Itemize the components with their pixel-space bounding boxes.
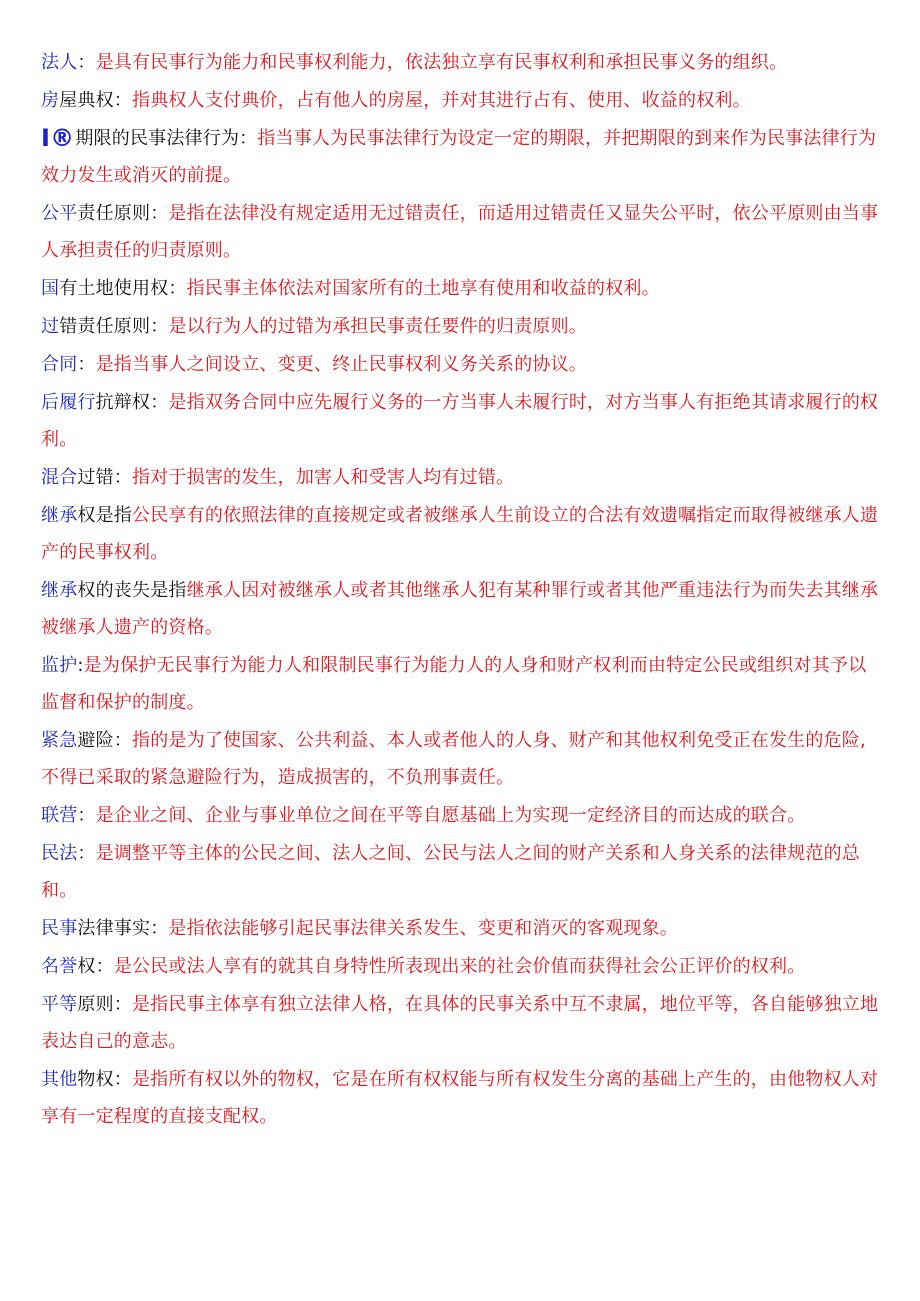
term-highlight: 联营 (41, 805, 78, 826)
term-highlight: 混合 (41, 467, 78, 488)
term-name: 权的丧失是指 (77, 580, 187, 601)
term-definition: 是指双务合同中应先履行义务的一方当事人未履行时，对方当事人有拒绝其请求履行的权利。 (41, 392, 879, 450)
term-highlight: 后履行 (41, 392, 96, 413)
term-definition: 是指民事主体享有独立法律人格，在具体的民事关系中互不隶属，地位平等，各自能够独立地表达自己的意志。 (41, 994, 879, 1052)
term-highlight: 民事 (41, 918, 78, 939)
term-highlight: 过 (41, 316, 60, 337)
term-entry-qita-wuquan (41, 1061, 883, 1135)
term-entry-hunhe-guocuo (41, 459, 883, 496)
term-entry-lianying (41, 797, 883, 834)
term-definition: 是企业之间、企业与事业单位之间在平等自愿基础上为实现一定经济目的而达成的联合。 (95, 805, 806, 826)
term-definition: 继承人因对被继承人或者其他继承人犯有某种罪行或者其他严重违法行为而失去其继承被继承人遗产的资格。 (41, 580, 879, 638)
term-definition: 是指当事人之间设立、变更、终止民事权利义务关系的协议。 (95, 354, 588, 375)
term-highlight: 继承 (41, 505, 78, 526)
term-name: 错责任原则： (59, 316, 169, 337)
term-highlight: 房 (41, 90, 60, 111)
term-entry-guoyou-tudi (41, 270, 883, 307)
term-highlight: 监护 (41, 655, 78, 676)
term-entry-pingdeng-yuanze (41, 986, 883, 1060)
term-name: ： (77, 843, 96, 864)
term-name: 法律事实： (77, 918, 169, 939)
term-name: 有土地使用权： (59, 278, 187, 299)
term-name: 物权： (77, 1069, 133, 1090)
term-entry-gongping-zeren (41, 195, 883, 269)
term-highlight: 合同 (41, 354, 78, 375)
document-body (41, 44, 883, 1135)
term-entry-guocuo-zeren (41, 308, 883, 345)
term-definition: 是指依法能够引起民事法律关系发生、变更和消灭的客观现象。 (168, 918, 679, 939)
term-definition: 公民享有的依照法律的直接规定或者被继承人生前设立的合法有效遗嘱指定而取得被继承人遗产的民事权利。 (41, 505, 879, 563)
term-highlight: 民法 (41, 843, 78, 864)
term-definition: 指对于损害的发生，加害人和受害人均有过错。 (132, 467, 515, 488)
term-definition: 是指在法律没有规定适用无过错责任，而适用过错责任又显失公平时，依公平原则由当事人承担责任的归责原则。 (41, 203, 879, 261)
term-highlight: 继承 (41, 580, 78, 601)
term-entry-houlvxing-kangbian (41, 384, 883, 458)
term-entry-jicheng-sangshi (41, 572, 883, 646)
term-entry-faren (41, 44, 883, 81)
term-definition: 指的是为了使国家、公共利益、本人或者他人的人身、财产和其他权利免受正在发生的危险,不得已采取的紧急避险行为，造成损害的，不负刑事责任。 (41, 730, 866, 788)
term-entry-mingyu-quan (41, 948, 883, 985)
term-name: 权是指 (77, 505, 133, 526)
term-highlight: 名誉 (41, 956, 78, 977)
term-definition: 是为保护无民事行为能力人和限制民事行为能力人的人身和财产权利而由特定公民或组织对其予以监督和保护的制度。 (41, 655, 867, 713)
term-name: 责任原则： (77, 203, 169, 224)
term-entry-fuqixian (41, 120, 883, 194)
term-name: 原则： (77, 994, 133, 1015)
term-name: 屋典权： (59, 90, 133, 111)
term-highlight: 紧急 (41, 730, 78, 751)
term-name: ： (77, 805, 96, 826)
term-name: ： (77, 52, 96, 73)
term-entry-hetong (41, 346, 883, 383)
term-name: 权： (77, 956, 114, 977)
term-highlight: 法人 (41, 52, 78, 73)
term-highlight: 平等 (41, 994, 78, 1015)
term-definition: 指典权人支付典价，占有他人的房屋，并对其进行占有、使用、收益的权利。 (132, 90, 751, 111)
term-highlight: 其他 (41, 1069, 78, 1090)
term-entry-minfa (41, 835, 883, 909)
term-entry-minshi-falv-shishi (41, 910, 883, 947)
term-entry-jinji-bixian (41, 722, 883, 796)
term-name: 过错： (77, 467, 133, 488)
term-definition: 是调整平等主体的公民之间、法人之间、公民与法人之间的财产关系和人身关系的法律规范的总和。 (41, 843, 861, 901)
term-name: 期限的民事法律行为： (75, 128, 258, 149)
term-highlight: 公平 (41, 203, 78, 224)
term-definition: 是具有民事行为能力和民事权利能力，依法独立享有民事权利和承担民事义务的组织。 (95, 52, 788, 73)
term-highlight: 国 (41, 278, 60, 299)
term-entry-jianhu (41, 647, 883, 721)
term-name: 抗辩权： (95, 392, 169, 413)
term-name: ： (77, 354, 96, 375)
term-entry-jicheng-quan (41, 497, 883, 571)
registered-mark-glyph: I® (41, 124, 75, 152)
term-entry-fangwu-dianquan (41, 82, 883, 119)
term-definition: 指民事主体依法对国家所有的土地享有使用和收益的权利。 (186, 278, 660, 299)
term-definition: 是指所有权以外的物权，它是在所有权权能与所有权发生分离的基础上产生的，由他物权人对享有一定程度的直接支配权。 (41, 1069, 879, 1127)
term-definition: 是以行为人的过错为承担民事责任要件的归责原则。 (168, 316, 588, 337)
term-definition: 是公民或法人享有的就其自身特性所表现出来的社会价值而获得社会公正评价的权利。 (113, 956, 806, 977)
term-definition: 指当事人为民事法律行为设定一定的期限，并把期限的到来作为民事法律行为效力发生或消灭的前提。 (41, 128, 877, 186)
term-name: : (77, 655, 84, 676)
term-name: 避险： (77, 730, 133, 751)
